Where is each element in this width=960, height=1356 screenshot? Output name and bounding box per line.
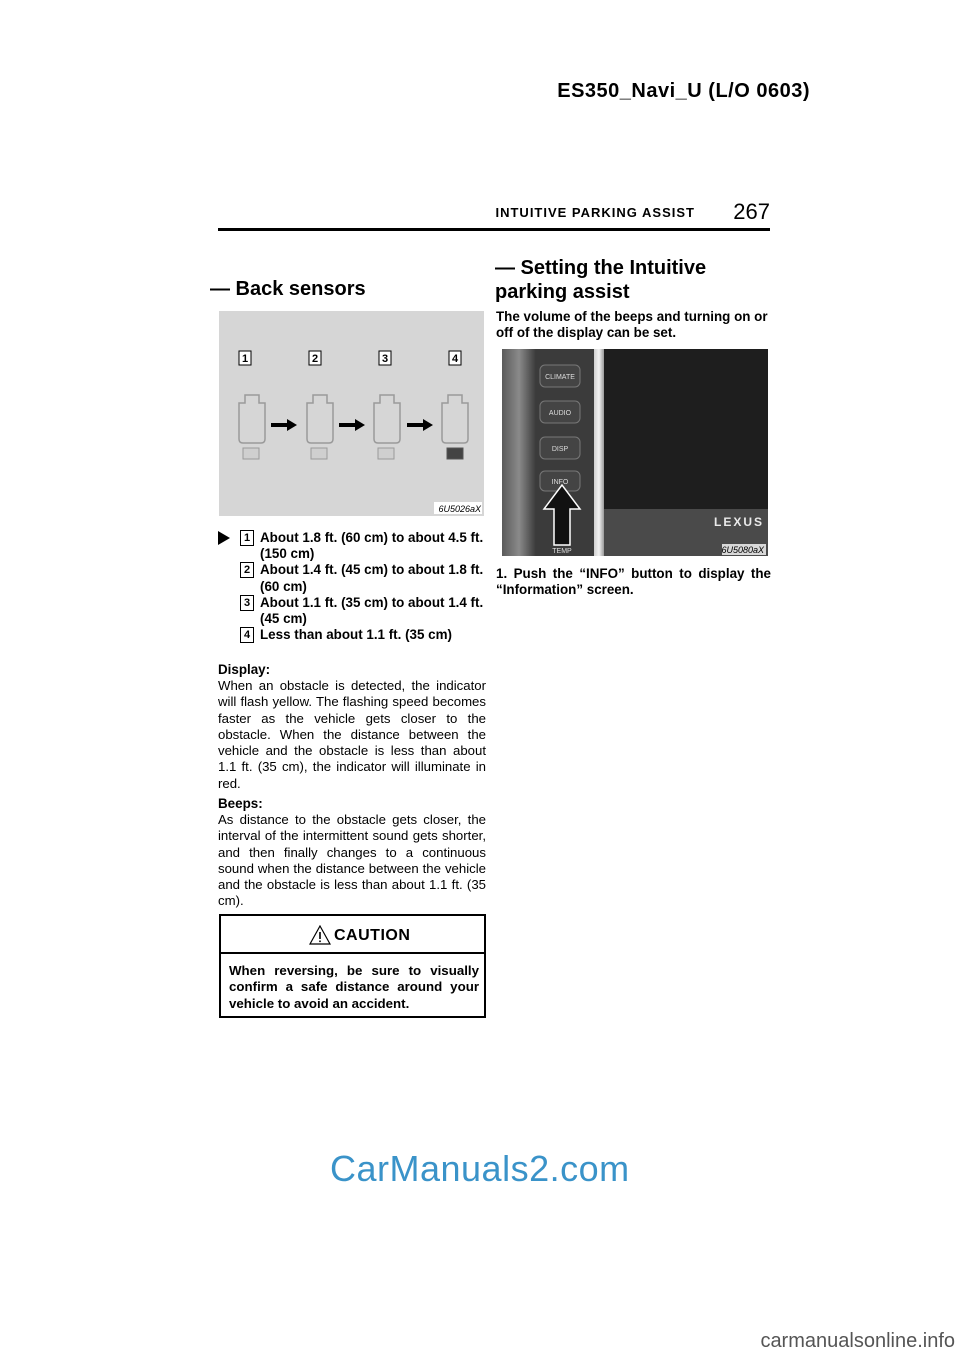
sensor-diagram <box>219 311 484 516</box>
indicator-shape-3 <box>374 395 400 443</box>
disp-button-label: DISP <box>551 446 569 453</box>
range-item <box>218 595 488 627</box>
figure-label-1: 1 <box>241 353 249 365</box>
figure-label-3: 3 <box>381 353 389 365</box>
sensor-box-2 <box>311 448 327 459</box>
beeps-section <box>218 796 486 910</box>
indicator-shape-1 <box>239 395 265 443</box>
range-item <box>218 627 488 643</box>
range-number: 3 <box>240 595 254 611</box>
display-text: When an obstacle is detected, the indicator will flash yellow. The flashing speed becomes faster as the vehicle gets closer to the obstacle. When the distance between the vehicle and the obstacle is less than about 1.1 ft. (35 cm), the indicator will illuminate in red. <box>218 678 486 791</box>
info-button-label: INFO <box>551 479 569 486</box>
climate-button-label: CLIMATE <box>545 374 575 381</box>
display-title: Display: <box>218 662 271 677</box>
audio-button-label: AUDIO <box>548 410 572 417</box>
footer-site: carmanualsonline.info <box>760 1330 955 1352</box>
temp-label: TEMP <box>552 548 572 555</box>
back-sensors-heading: — Back sensors <box>210 278 366 300</box>
section-title: INTUITIVE PARKING ASSIST <box>495 205 695 220</box>
arrow-right-icon <box>407 419 433 431</box>
range-number: 2 <box>240 562 254 578</box>
beeps-text: As distance to the obstacle gets closer, the interval of the intermittent sound gets shorter, and then finally changes to a continuous sound when the distance between the vehicle and the obstacle is less than about 1.1 ft. (35 cm). <box>218 812 486 909</box>
setting-intro: The volume of the beeps and turning on or off of the display can be set. <box>496 309 768 341</box>
back-sensors-figure <box>219 311 484 516</box>
figure-label-4: 4 <box>451 353 459 365</box>
sensor-box-3 <box>378 448 394 459</box>
display-section <box>218 662 486 792</box>
indicator-shape-4 <box>442 395 468 443</box>
range-item <box>218 530 488 562</box>
range-text: About 1.4 ft. (45 cm) to about 1.8 ft. (60 cm) <box>260 562 484 594</box>
range-number: 1 <box>240 530 254 546</box>
caution-label: CAUTION <box>334 927 411 944</box>
brand-logo: LEXUS <box>713 515 764 529</box>
info-button-figure <box>502 349 768 556</box>
sensor-box-4-active <box>447 448 463 459</box>
arrow-right-icon <box>339 419 365 431</box>
caution-box <box>219 914 486 1018</box>
range-item <box>218 562 488 594</box>
caution-text: When reversing, be sure to visually confirm a safe distance around your vehicle to avoid an accident. <box>229 963 479 1011</box>
indicator-shape-2 <box>307 395 333 443</box>
figure-code: 6U5080aX <box>721 545 764 555</box>
header-rule <box>218 228 770 231</box>
range-number: 4 <box>240 627 254 643</box>
bullet-arrow-icon <box>218 531 230 545</box>
dashboard-photo <box>502 349 768 556</box>
sensor-box-1 <box>243 448 259 459</box>
setting-heading: — Setting the Intuitive parking assist <box>495 257 707 303</box>
range-text: About 1.8 ft. (60 cm) to about 4.5 ft. (150 cm) <box>260 530 484 562</box>
arrow-right-icon <box>271 419 297 431</box>
warning-triangle-icon <box>309 925 331 945</box>
beeps-title: Beeps: <box>218 796 263 811</box>
range-text: Less than about 1.1 ft. (35 cm) <box>260 627 452 643</box>
page-number: 267 <box>733 199 770 224</box>
watermark: CarManuals2.com <box>330 1148 630 1189</box>
figure-code: 6U5026aX <box>438 504 481 514</box>
range-list <box>218 530 488 643</box>
figure-label-2: 2 <box>311 353 319 365</box>
caution-header <box>221 916 484 954</box>
step-1: 1. Push the “INFO” button to display the “Information” screen. <box>496 566 771 598</box>
range-text: About 1.1 ft. (35 cm) to about 1.4 ft. (45 cm) <box>260 594 484 627</box>
document-code: ES350_Navi_U (L/O 0603) <box>557 80 810 102</box>
